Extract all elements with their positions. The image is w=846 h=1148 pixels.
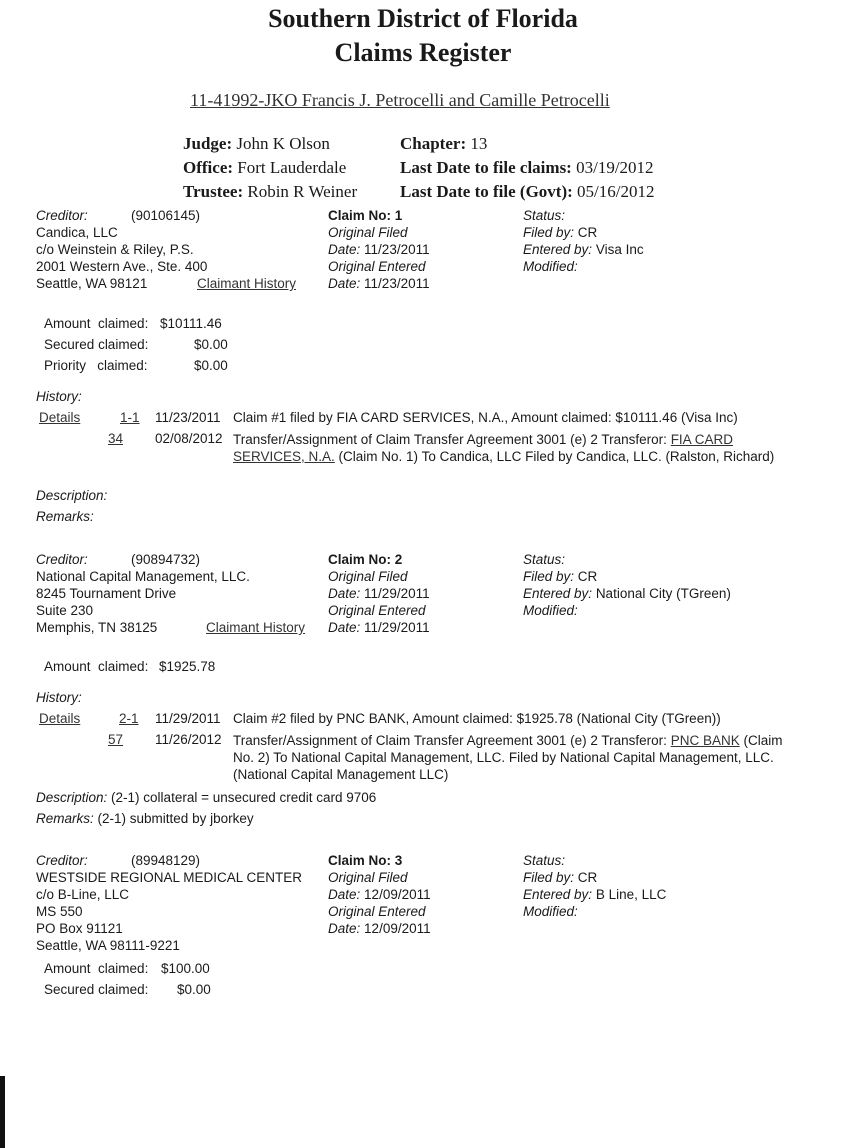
last-date-value: 03/19/2012	[576, 158, 654, 177]
modified-label: Modified:	[523, 904, 578, 919]
history-doc-link[interactable]: 34	[108, 431, 124, 446]
amount-claimed: $100.00	[161, 961, 210, 976]
creditor-address-line: 2001 Western Ave., Ste. 400	[36, 259, 208, 274]
status-label: Status:	[523, 208, 566, 223]
history-date: 11/26/2012	[155, 732, 222, 747]
page-title: Southern District of Florida	[268, 4, 578, 33]
status-label: Status:	[523, 853, 566, 868]
amount-label: Amount claimed:	[44, 961, 149, 976]
filed-by: Filed by: CR	[523, 225, 598, 240]
last-date-govt-row	[400, 182, 654, 202]
claim-no: Claim No: 2	[328, 552, 403, 567]
original-entered-label: Original Entered	[328, 904, 426, 919]
entered-by: Entered by: National City (TGreen)	[523, 586, 731, 601]
modified-label: Modified:	[523, 259, 578, 274]
filed-by: Filed by: CR	[523, 870, 598, 885]
claimant-history-link[interactable]: Claimant History	[206, 620, 306, 635]
creditor-id: (89948129)	[131, 853, 201, 868]
amount-label: Amount claimed:	[44, 316, 149, 331]
chapter-label: Chapter:	[400, 134, 467, 153]
remarks-row: Remarks: (2-1) submitted by jborkey	[36, 811, 254, 826]
original-filed-label: Original Filed	[328, 870, 408, 885]
creditor-label: Creditor:	[36, 552, 88, 567]
claimant-history-link[interactable]: Claimant History	[197, 276, 297, 291]
secured-label: Secured claimed:	[44, 982, 149, 997]
history-label: History:	[36, 690, 82, 705]
filed-date: Date: 12/09/2011	[328, 887, 431, 902]
trustee-row	[183, 182, 357, 202]
modified-label: Modified:	[523, 603, 578, 618]
judge-row	[183, 134, 330, 154]
office-row	[183, 158, 346, 178]
last-date-govt-value: 05/16/2012	[577, 182, 655, 201]
filed-date: Date: 11/29/2011	[328, 586, 430, 601]
creditor-id: (90894732)	[131, 552, 201, 567]
description-row: Description: (2-1) collateral = unsecured credit card 9706	[36, 790, 377, 805]
history-text: Claim #2 filed by PNC BANK, Amount claimed: $1925.78 (National City (TGreen))	[233, 711, 721, 726]
history-date: 02/08/2012	[155, 431, 223, 446]
creditor-address-line: National Capital Management, LLC.	[36, 569, 250, 584]
history-doc-link[interactable]: 57	[108, 732, 124, 747]
original-filed-label: Original Filed	[328, 225, 408, 240]
creditor-address-line: Candica, LLC	[36, 225, 118, 240]
entered-date: Date: 11/23/2011	[328, 276, 430, 291]
judge-value: John K Olson	[236, 134, 330, 153]
amount-claimed: $10111.46	[160, 316, 222, 331]
original-entered-label: Original Entered	[328, 603, 426, 618]
priority-claimed: $0.00	[194, 358, 228, 373]
history-text: Transfer/Assignment of Claim Transfer Agreement 3001 (e) 2 Transferor: FIA CARD SERVICES, N.A. (Claim No. 1) To Candica, LLC Filed by Candica, LLC. (Ralston, Richard)	[233, 432, 775, 464]
last-date-row	[400, 158, 654, 178]
transferor-link[interactable]: FIA CARD SERVICES, N.A.	[233, 432, 733, 464]
creditor-address-line: c/o Weinstein & Riley, P.S.	[36, 242, 194, 257]
secured-label: Secured claimed:	[44, 337, 149, 352]
page-subtitle: Claims Register	[334, 38, 512, 67]
status-label: Status:	[523, 552, 566, 567]
office-label: Office:	[183, 158, 234, 177]
original-entered-label: Original Entered	[328, 259, 426, 274]
claim-no: Claim No: 3	[328, 853, 403, 868]
trustee-label: Trustee:	[183, 182, 244, 201]
details-link[interactable]: Details	[39, 711, 81, 726]
trustee-value: Robin R Weiner	[247, 182, 358, 201]
history-label: History:	[36, 389, 82, 404]
original-filed-label: Original Filed	[328, 569, 408, 584]
last-date-govt-label: Last Date to file (Govt):	[400, 182, 573, 201]
creditor-address-line: PO Box 91121	[36, 921, 123, 936]
creditor-label: Creditor:	[36, 208, 88, 223]
priority-label: Priority claimed:	[44, 358, 148, 373]
description-label: Description:	[36, 488, 108, 503]
creditor-address-line: 8245 Tournament Drive	[36, 586, 177, 601]
creditor-address-line: Suite 230	[36, 603, 94, 618]
case-link[interactable]: 11-41992-JKO Francis J. Petrocelli and Camille Petrocelli	[190, 90, 610, 110]
entered-by: Entered by: B Line, LLC	[523, 887, 667, 902]
filed-date: Date: 11/23/2011	[328, 242, 430, 257]
details-link[interactable]: Details	[39, 410, 81, 425]
transferor-link[interactable]: PNC BANK	[670, 733, 740, 748]
history-date: 11/29/2011	[155, 711, 221, 726]
chapter-value: 13	[470, 134, 488, 153]
amount-label: Amount claimed:	[44, 659, 149, 674]
filed-by: Filed by: CR	[523, 569, 598, 584]
creditor-address-line: WESTSIDE REGIONAL MEDICAL CENTER	[36, 870, 303, 885]
description-value: (2-1) collateral = unsecured credit card 9706	[111, 790, 377, 805]
entered-by: Entered by: Visa Inc	[523, 242, 644, 257]
secured-claimed: $0.00	[194, 337, 228, 352]
scan-edge	[0, 1076, 5, 1148]
history-text: Claim #1 filed by FIA CARD SERVICES, N.A., Amount claimed: $10111.46 (Visa Inc)	[233, 410, 738, 425]
creditor-address-line: MS 550	[36, 904, 83, 919]
secured-claimed: $0.00	[177, 982, 211, 997]
creditor-address-line: c/o B-Line, LLC	[36, 887, 130, 902]
history-date: 11/23/2011	[155, 410, 221, 425]
history-text: Transfer/Assignment of Claim Transfer Agreement 3001 (e) 2 Transferor: PNC BANK (Claim No. 2) To National Capital Management, LLC. Filed by National Capital Management, LLC. (National Capital Management LLC)	[233, 733, 783, 782]
history-doc-link[interactable]: 2-1	[119, 711, 139, 726]
claim-no: Claim No: 1	[328, 208, 403, 223]
creditor-label: Creditor:	[36, 853, 88, 868]
entered-date: Date: 11/29/2011	[328, 620, 430, 635]
history-doc-link[interactable]: 1-1	[120, 410, 140, 425]
creditor-id: (90106145)	[131, 208, 201, 223]
last-date-label: Last Date to file claims:	[400, 158, 572, 177]
amount-claimed: $1925.78	[159, 659, 216, 674]
office-value: Fort Lauderdale	[237, 158, 347, 177]
remarks-label: Remarks:	[36, 509, 94, 524]
remarks-value: (2-1) submitted by jborkey	[97, 811, 254, 826]
judge-label: Judge:	[183, 134, 233, 153]
chapter-row	[400, 134, 487, 154]
entered-date: Date: 12/09/2011	[328, 921, 431, 936]
creditor-address-line: Seattle, WA 98111-9221	[36, 938, 180, 953]
creditor-address-line: Seattle, WA 98121	[36, 276, 148, 291]
creditor-address-line: Memphis, TN 38125	[36, 620, 158, 635]
